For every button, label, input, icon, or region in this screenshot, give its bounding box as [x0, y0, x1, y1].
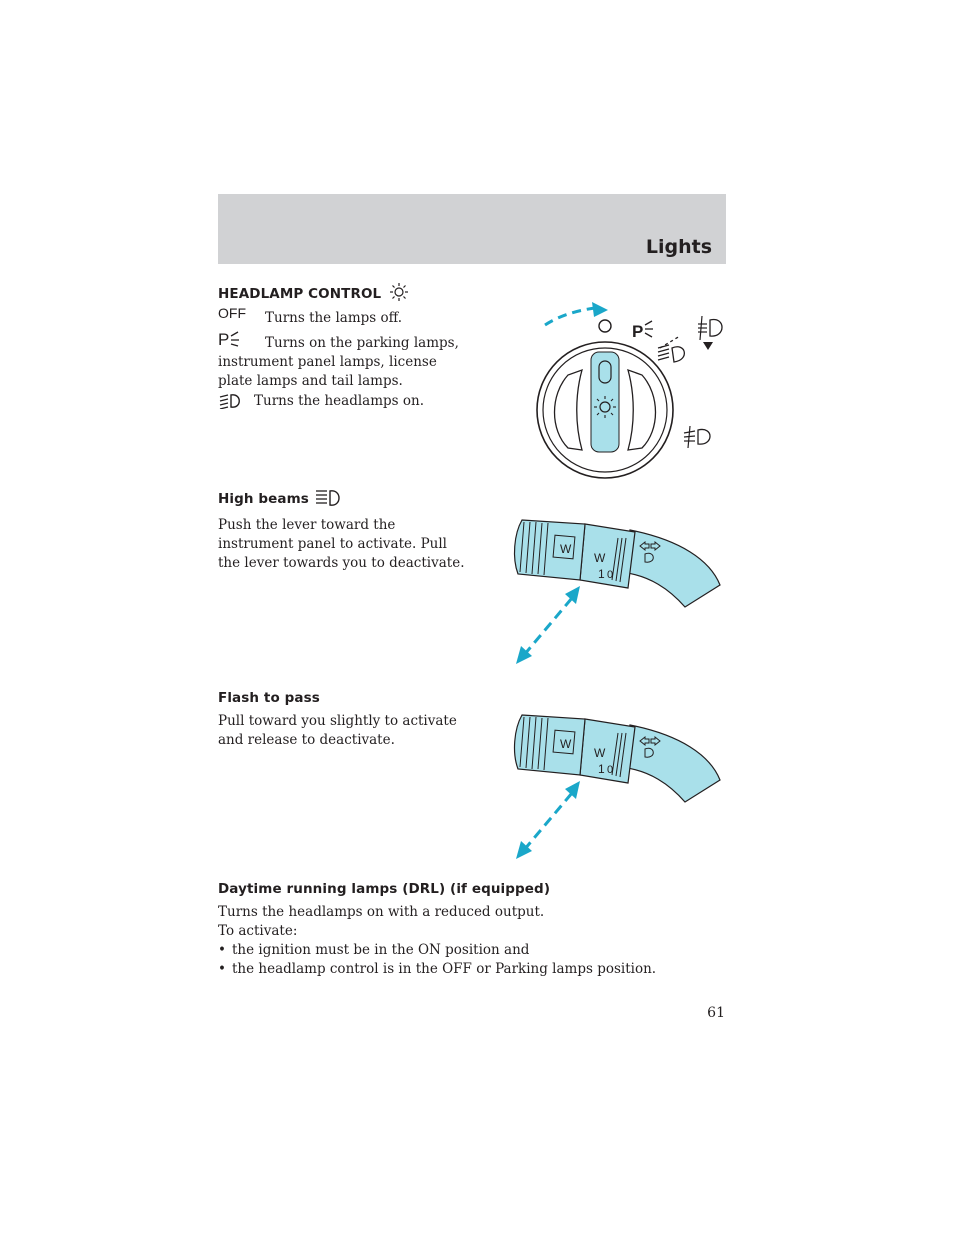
flash-to-pass-line-1: Pull toward you slightly to activate [218, 713, 457, 729]
dial-off-marker [599, 320, 611, 332]
drl-bullet-1 [218, 941, 529, 960]
wiper-icon: W [560, 542, 572, 556]
parking-description-line-1: Turns on the parking lamps, [265, 335, 459, 351]
drl-heading: Daytime running lamps (DRL) (if equipped) [218, 881, 551, 897]
svg-text:0: 0 [607, 764, 614, 776]
multifunction-lever-illustration-flash [510, 705, 725, 865]
parking-lamp-icon [218, 329, 240, 347]
off-label: OFF [218, 305, 246, 321]
drl-bullet-2-text: the headlamp control is in the OFF or Parking lamps position. [232, 961, 657, 977]
parking-description-line-3: plate lamps and tail lamps. [218, 373, 403, 389]
drl-bullet-1-text: the ignition must be in the ON position and [232, 942, 530, 958]
headlamps-description: Turns the headlamps on. [254, 393, 424, 409]
fog-lamp-icon [698, 316, 722, 350]
bullet-icon: • [218, 942, 226, 958]
headlamp-dial-illustration [520, 300, 730, 480]
off-description: Turns the lamps off. [265, 310, 403, 326]
page-number: 61 [707, 1005, 725, 1021]
svg-text:1: 1 [598, 762, 605, 776]
flash-to-pass-heading: Flash to pass [218, 690, 320, 706]
svg-text:P: P [218, 330, 230, 347]
multifunction-lever-illustration-high-beam [510, 510, 725, 670]
headlamp-control-heading [218, 282, 410, 302]
svg-text:W: W [594, 551, 606, 565]
bullet-icon: • [218, 961, 226, 977]
high-beams-title: High beams [218, 491, 309, 507]
drl-line-1: Turns the headlamps on with a reduced output. [218, 904, 545, 920]
high-beams-line-1: Push the lever toward the [218, 517, 396, 533]
rotation-arrow [545, 308, 595, 325]
high-beams-line-3: the lever towards you to deactivate. [218, 555, 465, 571]
high-beams-heading [218, 489, 344, 507]
sun-headlamp-icon [388, 282, 410, 302]
parking-description-line-2: instrument panel lamps, license [218, 354, 437, 370]
dial-parking-marker: P [632, 322, 644, 341]
section-header-band [218, 194, 726, 264]
flash-to-pass-line-2: and release to deactivate. [218, 732, 395, 748]
section-title: Lights [645, 236, 712, 258]
dial-low-beam-marker [684, 426, 710, 448]
pull-push-arrow-icon [516, 586, 580, 664]
svg-text:0: 0 [607, 569, 614, 581]
high-beams-line-2: instrument panel to activate. Pull [218, 536, 447, 552]
high-beam-icon [314, 489, 344, 507]
headlamp-control-title: HEADLAMP CONTROL [218, 286, 382, 302]
svg-text:W: W [594, 746, 606, 760]
drl-line-2: To activate: [218, 923, 298, 939]
drl-bullet-2 [218, 960, 656, 979]
svg-text:W: W [560, 737, 572, 751]
low-beam-icon [218, 393, 244, 409]
svg-text:1: 1 [598, 567, 605, 581]
